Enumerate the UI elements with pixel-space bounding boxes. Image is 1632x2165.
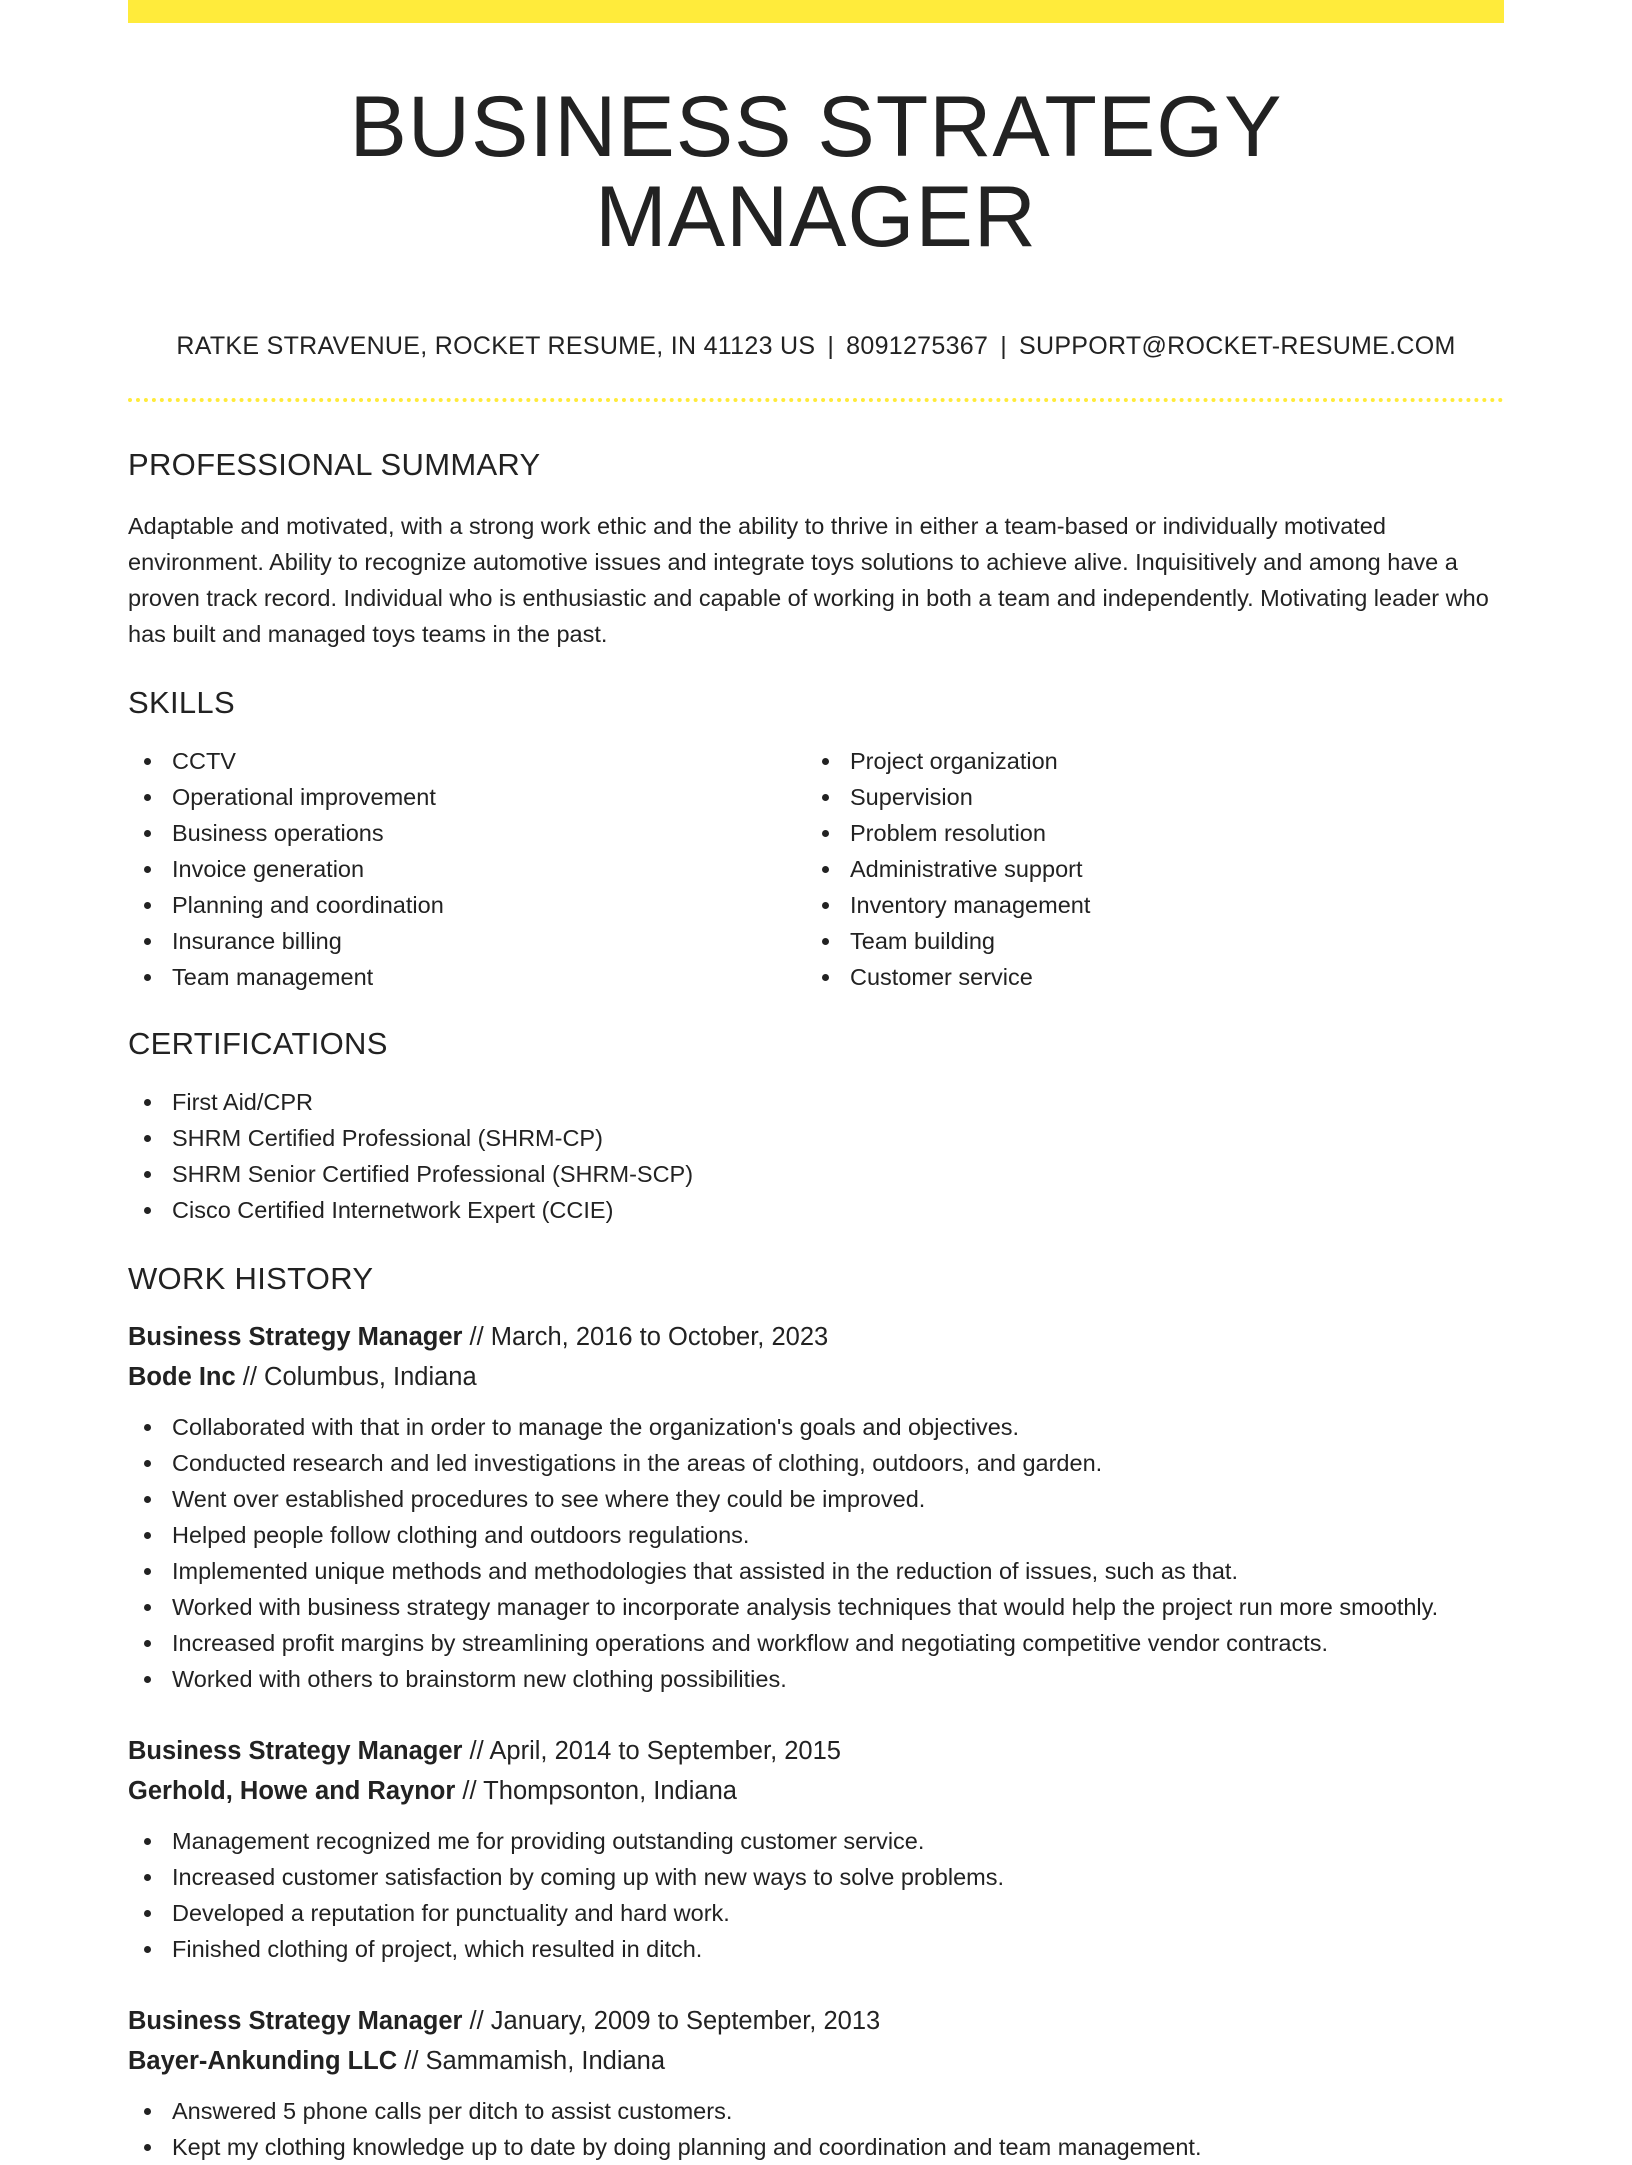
job-title: Business Strategy Manager [128, 2007, 463, 2036]
skills-column-right [806, 743, 1484, 995]
contact-phone[interactable]: 8091275367 [846, 331, 989, 360]
job-title: Business Strategy Manager [128, 1323, 463, 1352]
certification-item: Cisco Certified Internetwork Expert (CCIE) [128, 1192, 1504, 1228]
summary-heading: PROFESSIONAL SUMMARY [128, 446, 541, 482]
job-entry [128, 1731, 1504, 1967]
job-bullet: Developed a reputation for punctuality and hard work. [128, 1895, 1504, 1931]
skill-item: Planning and coordination [128, 887, 806, 923]
job-bullet: Conducted research and led investigations in the areas of clothing, outdoors, and garden. [128, 1445, 1504, 1481]
job-company-line [128, 1771, 1504, 1811]
job-entry [128, 2001, 1504, 2165]
job-bullet: Answered 5 phone calls per ditch to assist customers. [128, 2093, 1504, 2129]
resume-title: BUSINESS STRATEGY MANAGER [349, 79, 1283, 266]
job-title: Business Strategy Manager [128, 1737, 463, 1766]
contact-separator: | [1000, 331, 1007, 360]
summary-text: Adaptable and motivated, with a strong work ethic and the ability to thrive in either a team-based or individually motivated environment. Ability to recognize automotive issues and integrate toys solutions to achieve alive. Inquisitively and among have a proven track record. Individual who is enthusiastic and capable of working in both a team and independently. Motivating leader who has built and managed toys teams in the past. [128, 512, 1489, 647]
job-company-line [128, 2041, 1504, 2081]
job-title-line [128, 1317, 1504, 1357]
job-location: // Sammamish, Indiana [404, 2047, 666, 2076]
skill-item: Team management [128, 959, 806, 995]
job-bullets [128, 1823, 1504, 1967]
job-company: Gerhold, Howe and Raynor [128, 1777, 456, 1806]
job-bullet: Went over established procedures to see where they could be improved. [128, 1481, 1504, 1517]
job-bullet: Kept my clothing knowledge up to date by doing planning and coordination and team management. [128, 2129, 1504, 2165]
job-bullet: Implemented unique methods and methodologies that assisted in the reduction of issues, such as that. [128, 1553, 1504, 1589]
skills-heading: SKILLS [128, 684, 235, 720]
job-dates: // April, 2014 to September, 2015 [469, 1737, 841, 1766]
skill-item: CCTV [128, 743, 806, 779]
job-bullet: Helped people follow clothing and outdoors regulations. [128, 1517, 1504, 1553]
certification-item: First Aid/CPR [128, 1084, 1504, 1120]
contact-line [128, 331, 1504, 361]
skill-item: Problem resolution [806, 815, 1484, 851]
skill-item: Supervision [806, 779, 1484, 815]
skill-item: Business operations [128, 815, 806, 851]
job-title-line [128, 1731, 1504, 1771]
job-dates: // March, 2016 to October, 2023 [469, 1323, 829, 1352]
skills-column-left [128, 743, 806, 995]
skill-item: Inventory management [806, 887, 1484, 923]
accent-top-bar [128, 0, 1504, 23]
certification-item: SHRM Certified Professional (SHRM-CP) [128, 1120, 1504, 1156]
skill-item: Administrative support [806, 851, 1484, 887]
skill-item: Team building [806, 923, 1484, 959]
job-bullet: Management recognized me for providing outstanding customer service. [128, 1823, 1504, 1859]
job-bullet: Finished clothing of project, which resulted in ditch. [128, 1931, 1504, 1967]
skill-item: Invoice generation [128, 851, 806, 887]
contact-address: RATKE STRAVENUE, ROCKET RESUME, IN 41123 US [176, 331, 816, 360]
job-bullets [128, 1409, 1504, 1697]
contact-email[interactable]: SUPPORT@ROCKET-RESUME.COM [1019, 331, 1456, 360]
dotted-divider [128, 398, 1504, 402]
job-entry [128, 1317, 1504, 1697]
skill-item: Operational improvement [128, 779, 806, 815]
certifications-list [128, 1084, 1504, 1228]
skill-item: Customer service [806, 959, 1484, 995]
skills-list [128, 743, 1504, 995]
job-location: // Thompsonton, Indiana [462, 1777, 737, 1806]
resume-page [128, 0, 1504, 2161]
job-company: Bode Inc [128, 1363, 236, 1392]
job-bullets [128, 2093, 1504, 2165]
skill-item: Project organization [806, 743, 1484, 779]
job-location: // Columbus, Indiana [242, 1363, 477, 1392]
skill-item: Insurance billing [128, 923, 806, 959]
job-bullet: Increased profit margins by streamlining operations and workflow and negotiating competitive vendor contracts. [128, 1625, 1504, 1661]
job-company: Bayer-Ankunding LLC [128, 2047, 398, 2076]
job-bullet: Worked with business strategy manager to incorporate analysis techniques that would help the project run more smoothly. [128, 1589, 1504, 1625]
job-title-line [128, 2001, 1504, 2041]
job-bullet: Collaborated with that in order to manage the organization's goals and objectives. [128, 1409, 1504, 1445]
certifications-heading: CERTIFICATIONS [128, 1025, 388, 1061]
job-bullet: Worked with others to brainstorm new clothing possibilities. [128, 1661, 1504, 1697]
work-history-heading: WORK HISTORY [128, 1261, 374, 1297]
job-bullet: Increased customer satisfaction by coming up with new ways to solve problems. [128, 1859, 1504, 1895]
contact-separator: | [827, 331, 835, 360]
job-company-line [128, 1357, 1504, 1397]
job-dates: // January, 2009 to September, 2013 [469, 2007, 881, 2036]
certification-item: SHRM Senior Certified Professional (SHRM-SCP) [128, 1156, 1504, 1192]
